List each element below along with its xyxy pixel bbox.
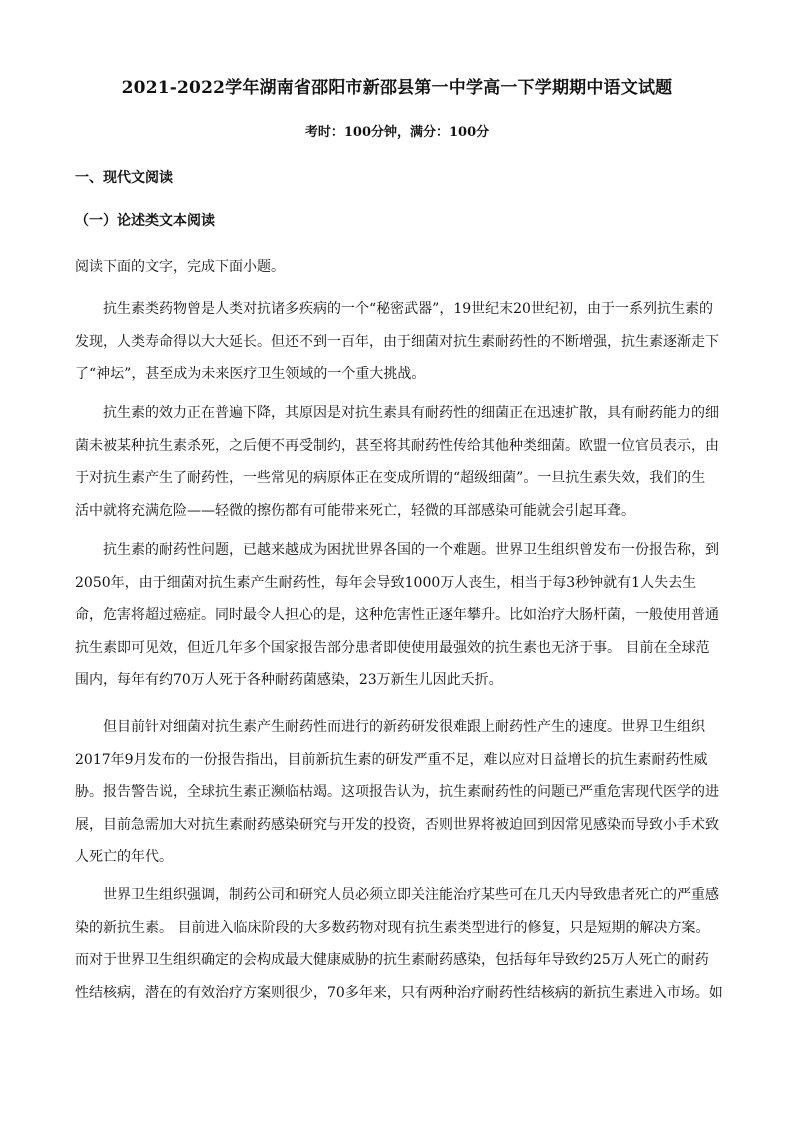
paragraph-line: 活中就将充满危险——轻微的擦伤都有可能带来死亡，轻微的耳部感染可能就会引起耳聋。 <box>75 502 635 519</box>
paragraph-line: 2017年9月发布的一份报告指出，目前新抗生素的研发严重不足，难以应对日益增长的抗生素耐药性威 <box>75 751 708 768</box>
paragraph-line: 于对抗生素产生了耐药性，一些常见的病原体正在变成所谓的“超级细菌”。一旦抗生素失效，我们的生 <box>75 470 706 486</box>
paragraph <box>75 293 723 391</box>
paragraph-line: 抗生素类药物曾是人类对抗诸多疾病的一个“秘密武器”，19世纪末20世纪初，由于一系列抗生素的 <box>103 301 713 317</box>
paragraph <box>75 711 723 874</box>
paragraph-line: 性结核病，潜在的有效治疗方案则很少，70多年来，只有两种治疗耐药性结核病的新抗生素进入市场。如 <box>75 984 723 1001</box>
paragraph-line: 命，危害将超过癌症。同时最令人担心的是，这种危害性正逐年攀升。比如治疗大肠杆菌，一般使用普通 <box>75 607 719 623</box>
paragraph-line: 展，目前急需加大对抗生素耐药感染研究与开发的投资，否则世界将被迫回到因常见感染而导致小手术致 <box>75 816 719 833</box>
section-heading: 一、现代文阅读 <box>75 170 173 186</box>
paragraph-line: 抗生素的效力正在普遍下降，其原因是对抗生素具有耐药性的细菌正在迅速扩散，具有耐药能力的细 <box>103 405 719 421</box>
document-title: 2021-2022学年湖南省邵阳市新邵县第一中学高一下学期期中语文试题 <box>121 78 673 98</box>
paragraph-line: 了“神坛”，甚至成为未来医疗卫生领域的一个重大挑战。 <box>75 366 426 382</box>
paragraph-line: 抗生素即可见效，但近几年多个国家报告部分患者即使使用最强效的抗生素也无济于事。 目前在全球范 <box>75 639 710 656</box>
paragraph-line: 抗生素的耐药性问题，已越来越成为困扰世界各国的一个难题。世界卫生组织曾发布一份报告称，到 <box>103 542 719 558</box>
paragraph-line: 2050年，由于细菌对抗生素产生耐药性，每年会导致1000万人丧生，相当于每3秒钟就有1人失去生 <box>75 574 697 591</box>
subsection-heading: （一）论述类文本阅读 <box>75 213 215 229</box>
paragraph-line: 世界卫生组织强调，制药公司和研究人员必须立即关注能治疗某些可在几天内导致患者死亡的严重感 <box>103 887 719 903</box>
paragraph-line: 而对于世界卫生组织确定的会构成最大健康威胁的抗生素耐药感染，包括每年导致约25万人死亡的耐药 <box>75 952 709 968</box>
exam-info: 考时：100分钟，满分：100分 <box>304 125 490 140</box>
paragraph-line: 菌未被某种抗生素杀死，之后便不再受制约，甚至将其耐药性传给其他种类细菌。欧盟一位官员表示，由 <box>75 437 719 454</box>
paragraph <box>75 534 723 697</box>
paragraph <box>75 879 723 1009</box>
paragraph-line: 染的新抗生素。 目前进入临床阶段的大多数药物对现有抗生素类型进行的修复，只是短期的解决方案。 <box>75 919 710 936</box>
instruction-text: 阅读下面的文字，完成下面小题。 <box>75 259 285 275</box>
paragraph-line: 发现，人类寿命得以大大延长。但还不到一百年，由于细菌对抗生素耐药性的不断增强，抗生素逐渐走下 <box>75 333 719 350</box>
paragraph-line: 人死亡的年代。 <box>75 849 173 865</box>
paragraph-line: 胁。报告警告说，全球抗生素正濒临枯竭。这项报告认为，抗生素耐药性的问题已严重危害现代医学的进 <box>75 784 719 800</box>
paragraph <box>75 397 723 527</box>
paragraph-line: 但目前针对细菌对抗生素产生耐药性而进行的新药研发很难跟上耐药性产生的速度。世界卫生组织 <box>103 719 705 735</box>
paragraph-line: 围内，每年有约70万人死于各种耐药菌感染，23万新生儿因此夭折。 <box>75 672 503 688</box>
